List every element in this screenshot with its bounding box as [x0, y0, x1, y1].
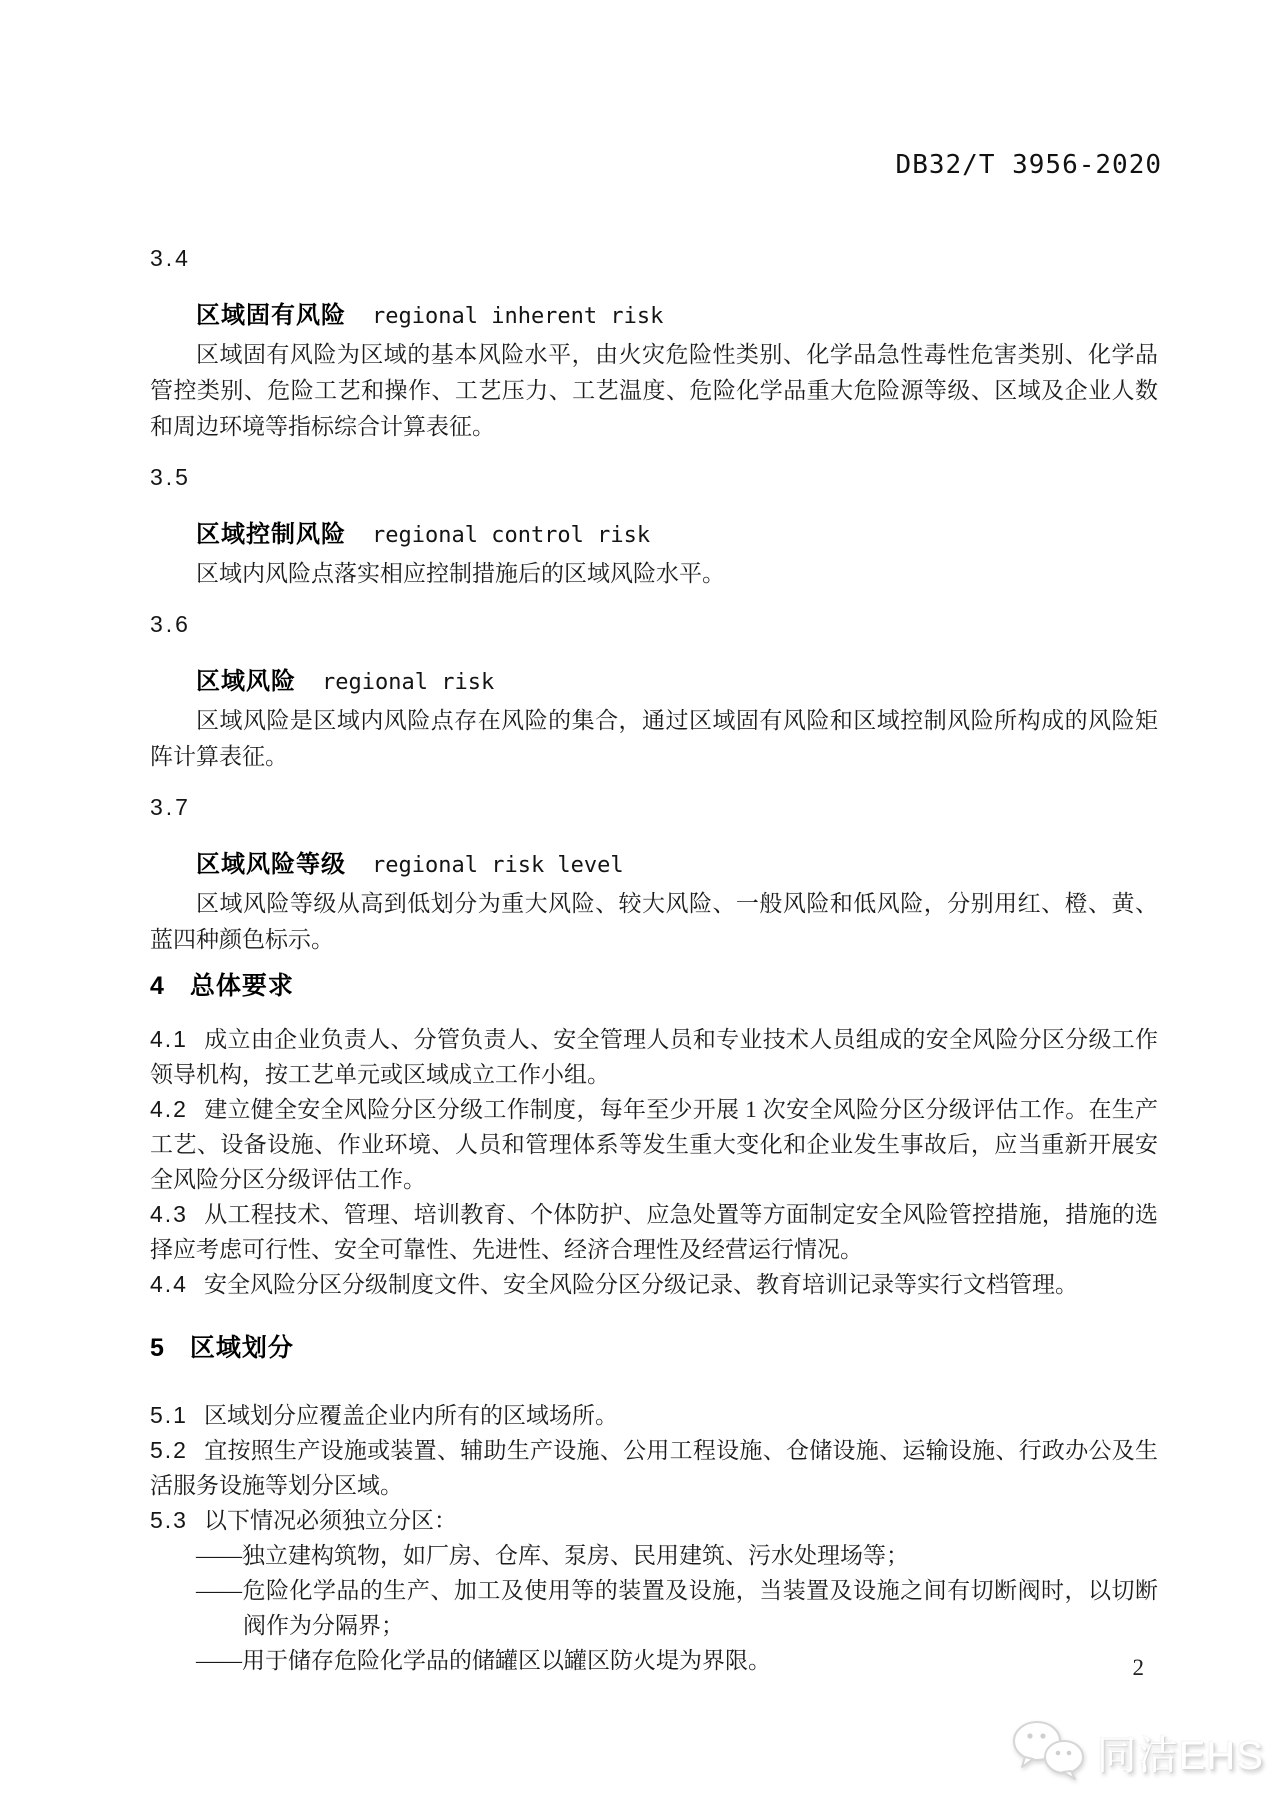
clause-text: 区域划分应覆盖企业内所有的区域场所。 [203, 1403, 618, 1428]
term-en: regional risk [322, 670, 495, 695]
term-definition: 区域风险等级从高到低划分为重大风险、较大风险、一般风险和低风险，分别用红、橙、黄、蓝四种颜色标示。 [150, 891, 1158, 952]
term-zh: 区域控制风险 [196, 521, 346, 548]
document-body [150, 240, 1158, 1678]
section-number: 5 [150, 1334, 164, 1362]
section-number: 4 [150, 972, 164, 1000]
clause-5-3 [150, 1503, 1158, 1538]
clause-number: 4.3 [150, 1201, 188, 1227]
clause-text: 成立由企业负责人、分管负责人、安全管理人员和专业技术人员组成的安全风险分区分级工作领导机构，按工艺单元或区域成立工作小组。 [150, 1027, 1158, 1087]
dash-list-item: ——独立建构筑物，如厂房、仓库、泵房、民用建筑、污水处理场等； [196, 1543, 909, 1568]
term-zh: 区域固有风险 [196, 302, 346, 329]
clause-number: 5.2 [150, 1437, 188, 1463]
clause-text: 从工程技术、管理、培训教育、个体防护、应急处置等方面制定安全风险管控措施，措施的选择应考虑可行性、安全可靠性、先进性、经济合理性及经营运行情况。 [150, 1202, 1158, 1262]
term-title-line [196, 517, 1158, 556]
clause-text: 建立健全安全风险分区分级工作制度，每年至少开展 1 次安全风险分区分级评估工作。在生产工艺、设备设施、作业环境、人员和管理体系等发生重大变化和企业发生事故后，应当重新开展安全风险分区分级评估工作。 [150, 1097, 1158, 1192]
clause-number: 4.4 [150, 1271, 188, 1297]
term-zh: 区域风险等级 [196, 851, 346, 878]
clause-number: 4.2 [150, 1096, 188, 1122]
term-definition: 区域风险是区域内风险点存在风险的集合，通过区域固有风险和区域控制风险所构成的风险矩阵计算表征。 [150, 708, 1158, 769]
watermark-text: 同洁EHS [1096, 1734, 1264, 1778]
term-section-3-5 [150, 459, 1158, 592]
clause-4-4 [150, 1267, 1158, 1302]
clause-text: 以下情况必须独立分区： [203, 1508, 457, 1533]
dash-list-item: ——用于储存危险化学品的储罐区以罐区防火堤为界限。 [196, 1648, 771, 1673]
term-definition: 区域固有风险为区域的基本风险水平，由火灾危险性类别、化学品急性毒性危害类别、化学品管控类别、危险工艺和操作、工艺压力、工艺温度、危险化学品重大危险源等级、区域及企业人数和周边环境等指标综合计算表征。 [150, 342, 1158, 439]
clause-4-1 [150, 1022, 1158, 1092]
term-number: 3.5 [150, 464, 191, 490]
term-en: regional risk level [372, 853, 624, 878]
term-number: 3.4 [150, 245, 191, 271]
term-title-line [196, 664, 1158, 703]
term-number: 3.7 [150, 794, 191, 820]
section-heading-5 [150, 1330, 1158, 1366]
clause-4-3 [150, 1197, 1158, 1267]
wechat-icon [1011, 1719, 1089, 1786]
dash-list-item: ——危险化学品的生产、加工及使用等的装置及设施，当装置及设施之间有切断阀时，以切断阀作为分隔界； [196, 1578, 1158, 1638]
clause-5-1 [150, 1398, 1158, 1433]
term-en: regional inherent risk [372, 304, 664, 329]
clause-number: 5.3 [150, 1507, 188, 1533]
term-section-3-4 [150, 240, 1158, 445]
watermark [1011, 1719, 1264, 1786]
section-heading-4 [150, 968, 1158, 1004]
clause-number: 4.1 [150, 1026, 188, 1052]
clause-number: 5.1 [150, 1402, 188, 1428]
term-definition: 区域内风险点落实相应控制措施后的区域风险水平。 [196, 561, 725, 586]
clause-text: 安全风险分区分级制度文件、安全风险分区分级记录、教育培训记录等实行文档管理。 [203, 1272, 1078, 1297]
standard-code: DB32/T 3956-2020 [895, 150, 1162, 180]
term-section-3-6 [150, 606, 1158, 775]
term-number: 3.6 [150, 611, 191, 637]
term-title-line [196, 847, 1158, 886]
term-en: regional control risk [372, 523, 651, 548]
clause-5-2 [150, 1433, 1158, 1503]
section-title: 总体要求 [189, 972, 294, 1000]
clause-text: 宜按照生产设施或装置、辅助生产设施、公用工程设施、仓储设施、运输设施、行政办公及生活服务设施等划分区域。 [150, 1438, 1158, 1498]
term-section-3-7 [150, 789, 1158, 958]
term-zh: 区域风险 [196, 668, 296, 695]
term-title-line [196, 298, 1158, 337]
section-title: 区域划分 [189, 1334, 294, 1362]
page-number: 2 [1132, 1655, 1144, 1680]
clause-4-2 [150, 1092, 1158, 1197]
